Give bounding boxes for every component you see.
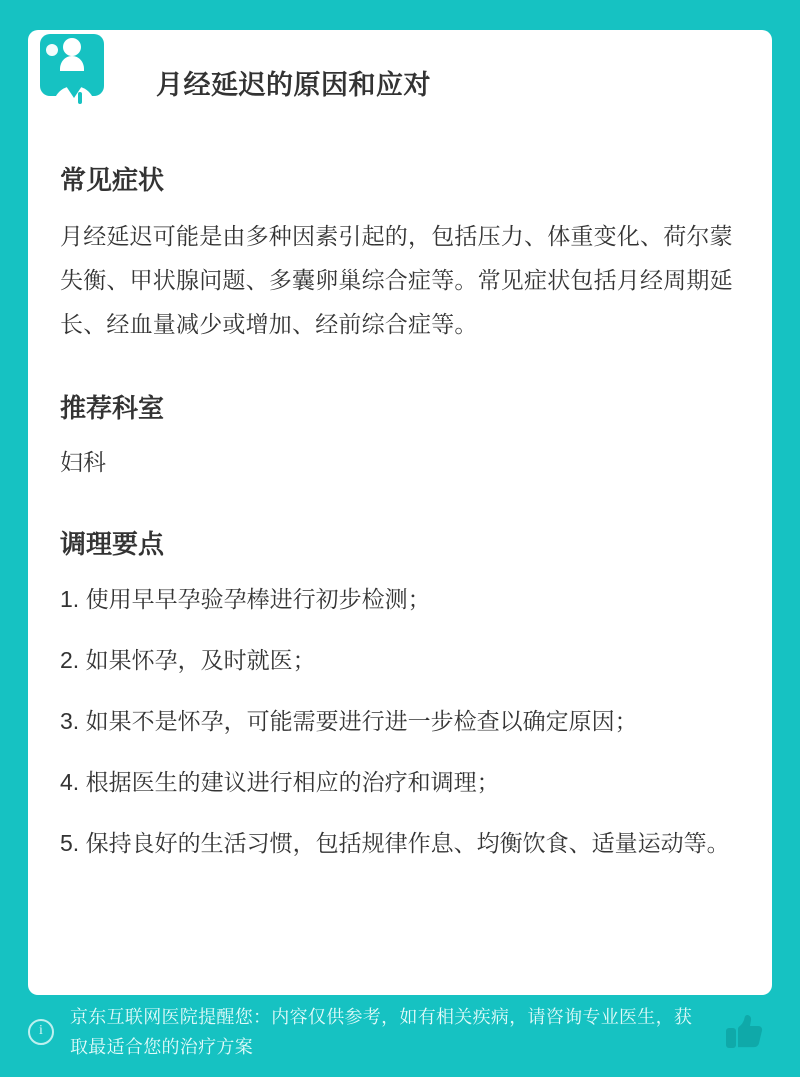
section-heading-care: 调理要点 — [60, 529, 165, 559]
article-card — [28, 30, 772, 995]
symptoms-text: 月经延迟可能是由多种因素引起的，包括压力、体重变化、荷尔蒙失衡、甲状腺问题、多囊卵巢综合症等。常见症状包括月经周期延长、经血量减少或增加、经前综合症等。 — [60, 223, 733, 337]
thumbs-up-icon[interactable] — [722, 1010, 766, 1054]
info-icon: i — [28, 1019, 54, 1045]
list-item: 4. 根据医生的建议进行相应的治疗和调理； — [60, 769, 500, 795]
list-item: 2. 如果怀孕，及时就医； — [60, 647, 316, 673]
disclaimer-text: 京东互联网医院提醒您：内容仅供参考，如有相关疾病，请咨询专业医生，获取最适合您的治疗方案 — [70, 1007, 693, 1057]
page-title: 月经延迟的原因和应对 — [156, 70, 431, 100]
list-item: 5. 保持良好的生活习惯，包括规律作息、均衡饮食、适量运动等。 — [60, 830, 730, 856]
list-item: 1. 使用早早孕验孕棒进行初步检测； — [60, 586, 431, 612]
section-heading-department: 推荐科室 — [60, 393, 165, 423]
list-item: 3. 如果不是怀孕，可能需要进行进一步检查以确定原因； — [60, 708, 638, 734]
doctor-avatar-icon — [38, 30, 110, 112]
care-steps-list — [60, 578, 740, 865]
section-heading-symptoms: 常见症状 — [60, 165, 165, 195]
department-value: 妇科 — [60, 449, 106, 475]
footer-disclaimer-bar — [0, 987, 800, 1077]
